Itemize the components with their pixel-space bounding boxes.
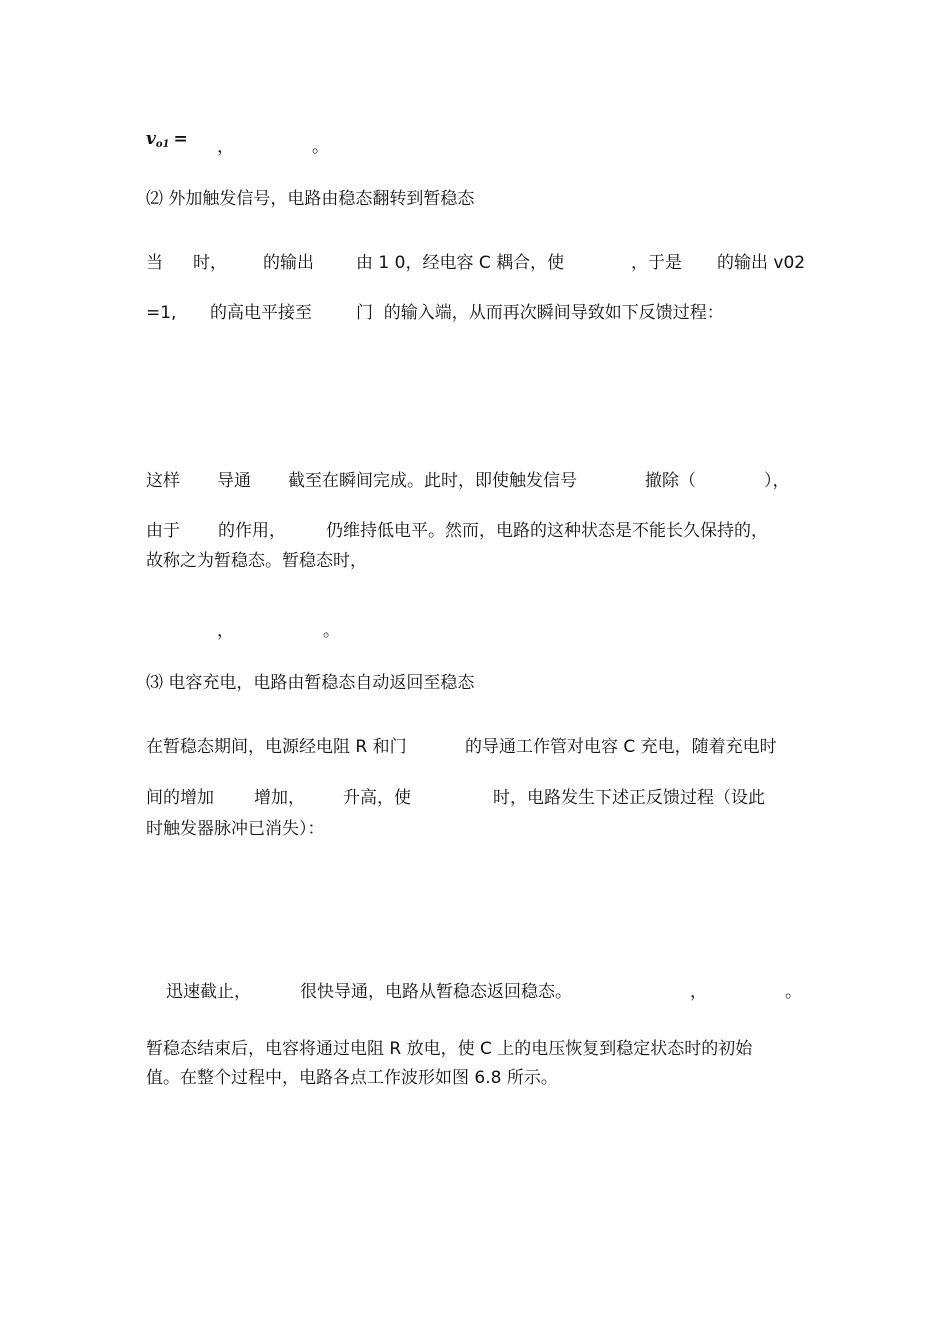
text-segment: 时， bbox=[193, 253, 227, 273]
text-segment: ）， bbox=[764, 471, 790, 491]
text-segment: 的作用， bbox=[218, 521, 286, 541]
text-segment: 时，电路发生下述正反馈过程（设此 bbox=[493, 788, 765, 808]
text-segment: 的输出 bbox=[263, 253, 314, 273]
text-segment: 由于 bbox=[146, 521, 180, 541]
formula-sub: o1 bbox=[155, 139, 170, 150]
paragraph-4-line-3: 时触发器脉冲已消失）： bbox=[146, 819, 325, 839]
text-segment: 间的增加 bbox=[146, 788, 214, 808]
text-segment: =1, bbox=[146, 303, 177, 323]
text-segment: 撤除（ bbox=[645, 471, 696, 491]
text-segment: 。 bbox=[323, 621, 340, 641]
text-segment: 截至在瞬间完成。此时，即使触发信号 bbox=[288, 471, 577, 491]
text-segment: 很快导通，电路从暂稳态返回稳态。 bbox=[300, 982, 572, 1002]
text-segment: ，于是 bbox=[631, 253, 682, 273]
text-segment: 门 的输入端，从而再次瞬间导致如下反馈过程： bbox=[356, 303, 724, 323]
paragraph-6-line-2: 值。在整个过程中，电路各点工作波形如图 6.8 所示。 bbox=[146, 1068, 558, 1088]
text-segment: 当 bbox=[146, 253, 163, 273]
text-segment: 导通 bbox=[217, 471, 251, 491]
paragraph-6-line-1: 暂稳态结束后，电容将通过电阻 R 放电，使 C 上的电压恢复到稳定状态时的初始 bbox=[146, 1039, 753, 1059]
text-segment: 迅速截止， bbox=[166, 982, 251, 1002]
text-segment: ， bbox=[690, 982, 707, 1002]
text-segment: 。 bbox=[785, 982, 802, 1002]
text-segment: 仍维持低电平。然而，电路的这种状态是不能长久保持的， bbox=[326, 521, 768, 541]
text-segment: 增加， bbox=[254, 788, 305, 808]
text-segment: 在暂稳态期间，电源经电阻 R 和门 bbox=[146, 737, 407, 757]
section-heading-3: ⑶ 电容充电，电路由暂稳态自动返回至稳态 bbox=[146, 673, 475, 693]
text-segment: 的导通工作管对电容 C 充电，随着充电时 bbox=[465, 737, 777, 757]
paragraph-3-line-2: 故称之为暂稳态。暂稳态时， bbox=[146, 551, 367, 571]
text-segment: 由 1 0，经电容 C 耦合，使 bbox=[356, 253, 565, 273]
formula-comma: ， bbox=[217, 137, 234, 157]
formula-vo1 bbox=[146, 127, 188, 157]
formula-var: v bbox=[146, 129, 156, 149]
formula-period: 。 bbox=[312, 137, 329, 157]
formula-eq: = bbox=[173, 129, 188, 149]
text-segment: 的高电平接至 bbox=[210, 303, 312, 323]
text-segment: ， bbox=[217, 621, 234, 641]
text-segment: 升高，使 bbox=[343, 788, 411, 808]
section-heading-2: ⑵ 外加触发信号，电路由稳态翻转到暂稳态 bbox=[146, 189, 475, 209]
text-segment: 的输出 v02 bbox=[717, 253, 806, 273]
text-segment: 这样 bbox=[146, 471, 180, 491]
